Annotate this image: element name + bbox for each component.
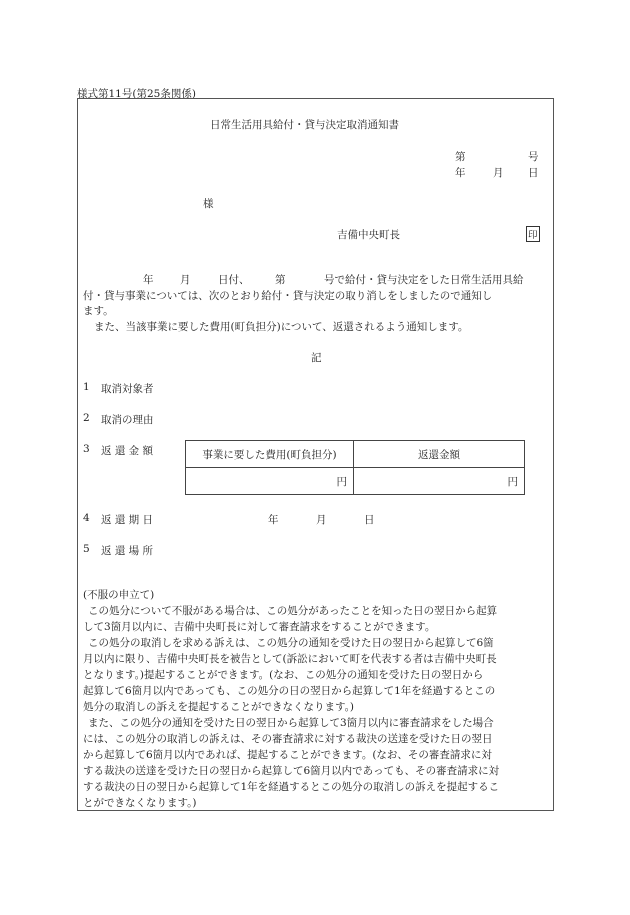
intro-line3: ます。 [83,305,114,317]
item-1-no: 1 [83,381,90,393]
intro-line1-tail: 号で給付・貸与決定をした日常生活用具給 [324,274,524,286]
table-header-refund: 返還金額 [354,441,525,468]
due-year: 年 [268,514,279,526]
appeal-line: 処分の取消しの訴えを提起することができなくなります。) [83,701,355,713]
form-label: 様式第11号(第25条関係) [77,88,196,100]
document-title: 日常生活用具給付・貸与決定取消通知書 [210,119,399,131]
item-4-no: 4 [83,512,90,524]
intro-number-prefix: 第 [275,274,286,286]
due-month: 月 [316,514,327,526]
appeal-line: となります。)提起することができます。(なお、この処分の通知を受けた日の翌日から [83,669,484,681]
table-row [186,441,525,468]
date-month: 月 [493,167,504,179]
cost-amount-unit: 円 [186,468,354,495]
appeal-line: する裁決の日の翌日から起算して1年を経過するとこの処分の取消しの訴えを提起するこ [83,781,500,793]
appeal-line: 起算して6箇月以内であっても、この処分の日の翌日から起算して1年を経過するとこの [83,685,496,697]
intro-line4: また、当該事業に要した費用(町負担分)について、返還されるよう通知します。 [94,321,469,333]
appeal-line: する裁決の送達を受けた日の翌日から起算して6箇月以内であっても、その審査請求に対 [83,765,500,777]
appeal-line: には、この処分の取消しの訴えは、その審査請求に対する裁決の送達を受けた日の翌日 [83,733,493,745]
appeal-line: この処分の取消しを求める訴えは、この処分の通知を受けた日の翌日から起算して6箇 [88,637,494,649]
issuer: 吉備中央町長 [337,229,400,241]
intro-day: 日付、 [218,274,250,286]
refund-amount-unit: 円 [354,468,525,495]
amount-table [185,440,525,495]
intro-month: 月 [180,274,191,286]
due-day: 日 [364,514,375,526]
item-1-label: 取消対象者 [101,383,154,395]
item-2-no: 2 [83,412,90,424]
date-year: 年 [455,167,466,179]
seal-mark: 印 [526,226,540,242]
table-header-cost: 事業に要した費用(町負担分) [186,441,354,468]
item-3-no: 3 [83,443,90,455]
appeal-line: とができなくなります。) [83,797,197,809]
item-5-label: 返 還 場 所 [101,545,154,557]
intro-year: 年 [143,274,154,286]
appeal-line: 月以内に限り、吉備中央町長を被告として(訴訟において町を代表する者は吉備中央町長 [83,653,497,665]
appeal-line: この処分について不服がある場合は、この処分があったことを知った日の翌日から起算 [88,605,498,617]
date-day: 日 [528,167,539,179]
appeal-line: して3箇月以内に、吉備中央町長に対して審査請求をすることができます。 [83,621,436,633]
item-4-label: 返 還 期 日 [101,514,154,526]
number-prefix: 第 [455,151,466,163]
number-suffix: 号 [528,151,539,163]
ki-heading: 記 [311,352,322,364]
intro-line2: 付・貸与事業については、次のとおり給付・貸与決定の取り消しをしましたので通知し [83,290,493,302]
item-3-label: 返 還 金 額 [101,445,154,457]
appeal-line: から起算して6箇月以内であれば、提起することができます。(なお、その審査請求に対 [83,749,492,761]
appeal-line: また、この処分の通知を受けた日の翌日から起算して3箇月以内に審査請求をした場合 [88,717,494,729]
table-row [186,468,525,495]
item-2-label: 取消の理由 [101,414,154,426]
appeal-heading: (不服の申立て) [83,589,155,601]
item-5-no: 5 [83,543,90,555]
addressee-suffix: 様 [203,198,214,210]
